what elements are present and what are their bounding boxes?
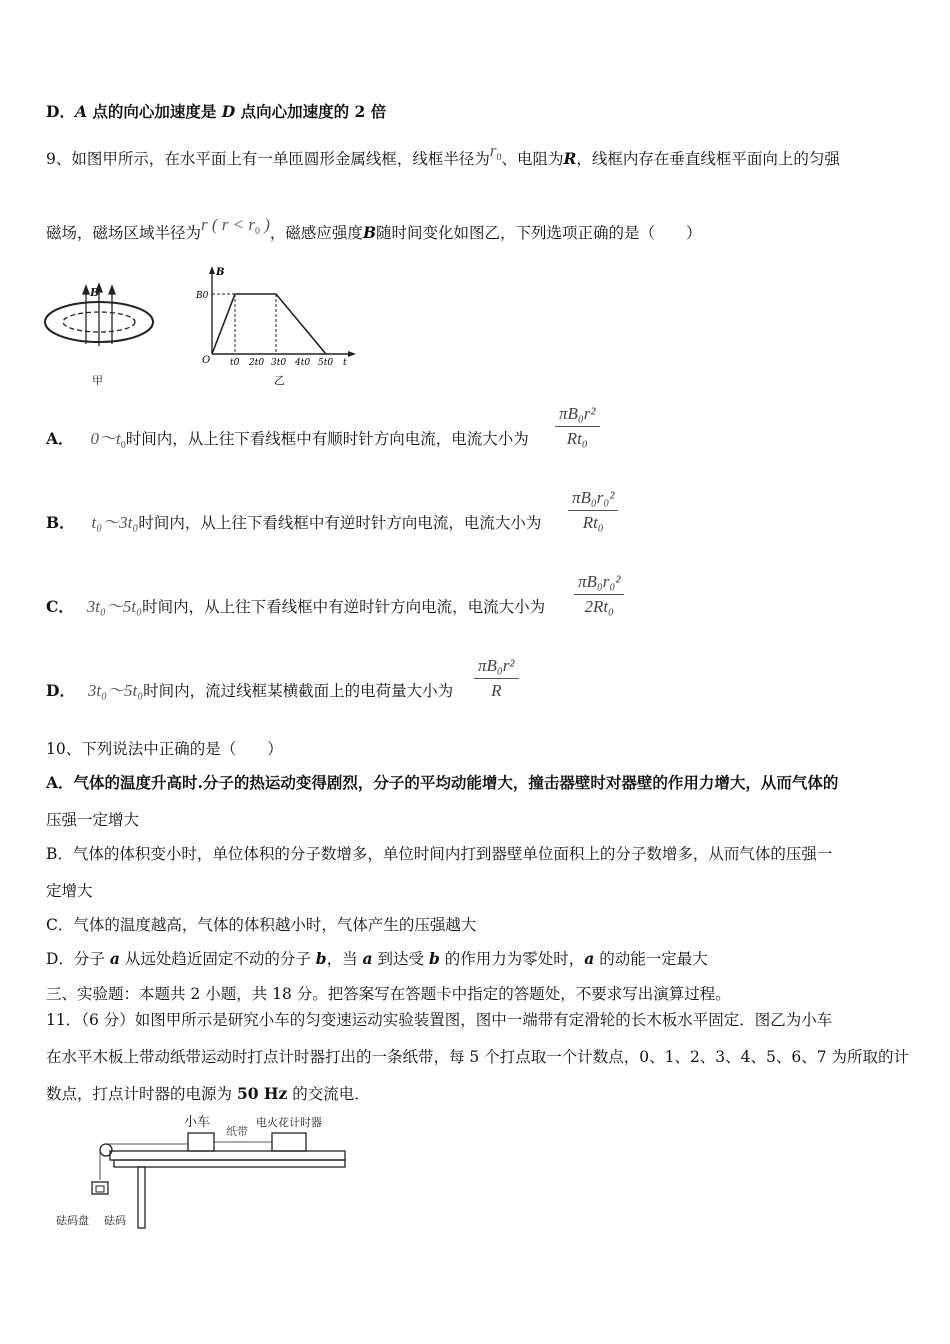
tick-t0: t0 [230, 358, 240, 368]
pulley-wheel [100, 1144, 112, 1156]
q11-apparatus-figure [50, 1108, 350, 1233]
q10-option-c: C．气体的温度越高，气体的体积越小时，气体产生的压强越大 [46, 916, 477, 934]
q11-line1: 11．（6 分）如图甲所示是研究小车的匀变速运动实验装置图，图中一端带有定滑轮的长木板水平固定．图乙为小车 [46, 1011, 833, 1029]
label-tape: 纸带 [226, 1125, 248, 1138]
q9-option-b-fraction: πB₀r₀² Rt₀ [568, 488, 618, 533]
q9-figure-yi [194, 262, 359, 387]
label-weight: 砝码 [104, 1214, 126, 1227]
tick-t: t [343, 358, 347, 368]
q9-stem-line1: 9、如图甲所示，在水平面上有一单匝圆形金属线框，线框半径为$r_0$、电阻为R，线框内存在垂直线框平面向上的匀强 [46, 141, 840, 168]
table-leg [138, 1167, 145, 1228]
tick-3t0: 3t0 [271, 358, 287, 368]
q9-option-b: B． t₀～3t₀时间内，从上往下看线框中有逆时针方向电流，电流大小为 [46, 513, 542, 532]
label-car: 小车 [184, 1115, 211, 1130]
tick-4t0: 4t0 [295, 358, 311, 368]
axis-b0-label: B0 [196, 291, 209, 301]
q9-figure-jia [42, 262, 162, 387]
q10-title: 10、下列说法中正确的是（ ） [46, 740, 283, 758]
q9-option-a-fraction: πB₀r² Rt₀ [555, 404, 600, 449]
tick-5t0: 5t0 [318, 358, 334, 368]
section-3-heading: 三、实验题：本题共 2 小题，共 18 分。把答案写在答题卡中指定的答题处，不要求写出演算过程。 [46, 985, 731, 1003]
q11-line3: 数点，打点计时器的电源为 50 Hz 的交流电． [46, 1084, 370, 1103]
q9-option-c-fraction: πB₀r₀² 2Rt₀ [574, 572, 624, 617]
figure-yi-caption: 乙 [274, 374, 285, 387]
q10-option-a-line2: 压强一定增大 [46, 811, 140, 829]
q10-option-b-line1: B．气体的体积变小时，单位体积的分子数增多，单位时间内打到器壁单位面积上的分子数增多，从而气体的压强一 [46, 845, 833, 863]
q9-option-c: C． 3t₀～5t₀时间内，从上往下看线框中有逆时针方向电流，电流大小为 [46, 597, 546, 616]
q9-option-d: D． 3t₀～5t₀时间内，流过线框某横截面上的电荷量大小为 [46, 681, 454, 700]
figure-jia-caption: 甲 [92, 374, 103, 387]
label-timer: 电火花计时器 [256, 1116, 322, 1129]
tick-2t0: 2t0 [249, 358, 265, 368]
table-top [114, 1160, 345, 1167]
q8-option-d: D．A 点的向心加速度是 D 点向心加速度的 2 倍 [46, 102, 387, 121]
q10-option-d: D．分子 a 从远处趋近固定不动的分子 b，当 a 到达受 b 的作用力为零处时，a 的动能一定最大 [46, 949, 708, 968]
q11-line2: 在水平木板上带动纸带运动时打点计时器打出的一条纸带，每 5 个打点取一个计数点，0、1、2、3、4、5、6、7 为所取的计 [46, 1048, 910, 1066]
q9-option-a: A． $0\sim t_0$时间内，从上往下看线框中有顺时针方向电流，电流大小为 [46, 429, 529, 451]
q9-stem-line2: 磁场，磁场区域半径为r ( $r < r_0$ )，磁感应强度B随时间变化如图乙，下列选项正确的是（ ） [46, 215, 702, 242]
q10-option-a-line1: A．气体的温度升高时.分子的热运动变得剧烈，分子的平均动能增大，撞击器壁时对器壁的作用力增大，从而气体的 [46, 773, 839, 792]
q10-option-b-line2: 定增大 [46, 882, 93, 900]
axis-b-label: B [216, 267, 225, 278]
field-b-label: B [90, 286, 100, 299]
origin-label: O [202, 355, 211, 366]
label-weight-pan: 砝码盘 [56, 1214, 89, 1227]
long-board [110, 1151, 345, 1160]
q9-option-d-fraction: πB₀r² R [474, 656, 519, 701]
car-block [188, 1133, 214, 1151]
b-t-curve [212, 294, 326, 354]
timer-block [272, 1133, 306, 1151]
